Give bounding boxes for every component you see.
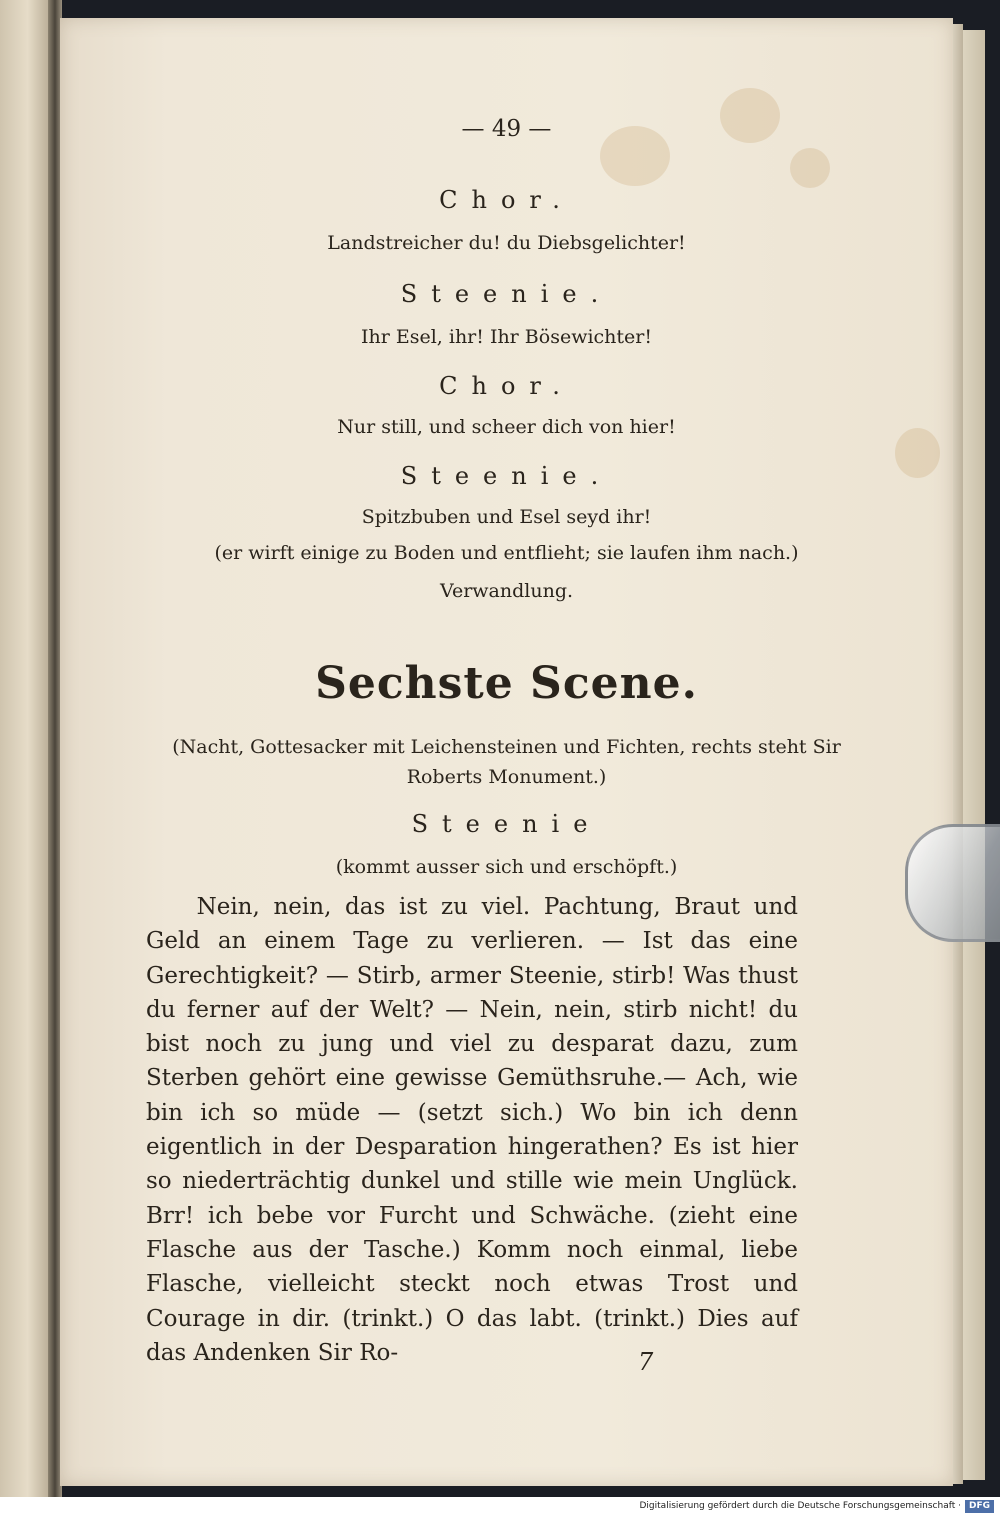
transformation-note: Verwandlung.	[439, 580, 574, 602]
digitization-footer	[0, 1497, 1000, 1515]
stage-direction: (er wirft einige zu Boden und entflieht; sie laufen ihm nach.)	[214, 542, 799, 564]
speaker-label: Chor.	[439, 186, 574, 214]
verse-line: Nur still, und scheer dich von hier!	[337, 416, 676, 438]
verse-line: Ihr Esel, ihr! Ihr Bösewichter!	[360, 326, 653, 348]
speaker-label: Steenie.	[400, 280, 613, 308]
scene-title: Sechste Scene.	[315, 658, 698, 709]
verse-line: Spitzbuben und Esel seyd ihr!	[361, 506, 652, 528]
book-page	[60, 18, 953, 1486]
speaker-label: Steenie	[411, 810, 602, 838]
footer-text: Digitalisierung gefördert durch die Deutsche Forschungsgemeinschaft ·	[639, 1501, 961, 1511]
scene-setting: (Nacht, Gottesacker mit Leichensteinen und Fichten, rechts steht Sir	[172, 736, 841, 758]
scene-setting: Roberts Monument.)	[406, 766, 607, 788]
page-text	[60, 18, 953, 1486]
signature-mark: 7	[638, 1348, 654, 1376]
monologue-paragraph: Nein, nein, das ist zu viel. Pachtung, Braut und Geld an einem Tage zu verlieren. — Ist das eine Gerechtigkeit? — Stirb, armer Steenie, stirb! Was thust du ferner auf der Welt? — Nein, nein, stirb nicht! du bist noch zu jung und viel zu desparat dazu, zum Sterben gehört eine gewisse Gemüthsruhe.— Ach, wie bin ich so müde — (setzt sich.) Wo bin ich denn eigentlich in der Desparation hingerathen? Es ist hier so niederträchtig dunkel und stille wie mein Unglück. Brr! ich bebe vor Furcht und Schwäche. (zieht eine Flasche aus der Tasche.) Komm noch einmal, liebe Flasche, vielleicht steckt noch etwas Trost und Courage in dir. (trinkt.) O das labt. (trinkt.) Dies auf das Andenken Sir Ro-	[146, 894, 798, 1366]
left-page-edge	[0, 0, 50, 1497]
verse-line: Landstreicher du! du Diebsgelichter!	[327, 232, 686, 254]
speaker-label: Steenie.	[400, 462, 613, 490]
page-number: — 49 —	[461, 116, 552, 142]
speaker-direction: (kommt ausser sich und erschöpft.)	[335, 856, 678, 878]
page-edge	[953, 24, 963, 1484]
speaker-label: Chor.	[439, 372, 574, 400]
scan-backing-board	[963, 30, 985, 1480]
dfg-logo: DFG	[965, 1500, 994, 1513]
page-clip	[905, 824, 1000, 942]
